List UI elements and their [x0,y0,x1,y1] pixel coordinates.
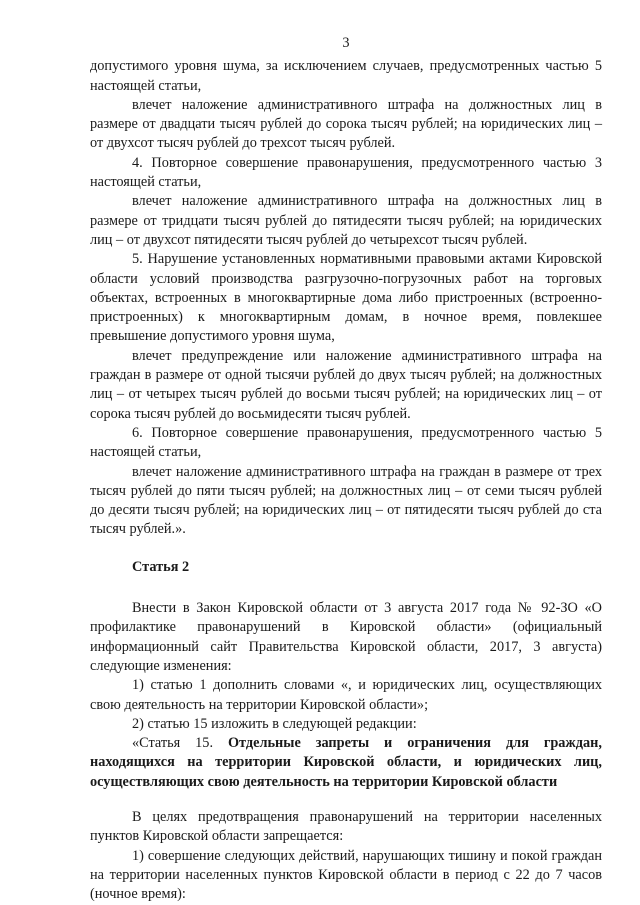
article-15-title [90,734,602,792]
paragraph: Внести в Закон Кировской области от 3 августа 2017 года № 92-ЗО «О профилактике правонарушений в Кировской области» (официальный информационный сайт Правительства Кировской области, 2017, 3 августа) следующие изменения: [90,600,602,674]
paragraph: допустимого уровня шума, за исключением случаев, предусмотренных частью 5 настоящей статьи, [90,58,602,94]
paragraph: 5. Нарушение установленных нормативными правовыми актами Кировской области условий производства разгрузочно-погрузочных работ на торговых объектах, встроенных в многоквартирные дома либо пристроенных (встроенно-пристроенных) к многоквартирным домам, в ночное время, повлекшее превышение допустимого уровня шума, [90,251,602,345]
page-number: 3 [342,35,350,51]
paragraph: 2) статью 15 изложить в следующей редакции: [132,715,417,732]
spacer [90,792,602,808]
bottom-section [90,808,602,904]
paragraph: 1) статью 1 дополнить словами «, и юридических лиц, осуществляющих свою деятельность на территории Кировской области»; [90,677,602,713]
paragraph: влечет наложение административного штрафа на должностных лиц в размере от двадцати тысяч рублей до сорока тысяч рублей; на юридических лиц – от двухсот тысяч рублей до трехсот тысяч рублей. [90,96,602,152]
paragraph: влечет предупреждение или наложение административного штрафа на граждан в размере от одной тысячи рублей до двух тысяч рублей; на должностных лиц – от четырех тысяч рублей до восьми тысяч рублей; на юридических лиц – от сорока тысяч рублей до восьмидесяти тысяч рублей. [90,347,602,422]
middle-section [90,599,602,792]
paragraph: влечет наложение административного штрафа на должностных лиц в размере от тридцати тысяч рублей до пятидесяти тысяч рублей; на юридических лиц – от двухсот пятидесяти тысяч рублей до четырехсот тысяч рублей. [90,193,602,248]
top-section [90,57,602,539]
article-15-title-text: Отдельные запреты и ограничения для граждан, находящихся на территории Кировской области, и юридических лиц, осуществляющих свою деятельность на территории Кировской области [90,735,602,790]
paragraph: влечет наложение административного штрафа на граждан в размере от трех тысяч рублей до пяти тысяч рублей; на должностных лиц – от семи тысяч рублей до десяти тысяч рублей; на юридических лиц – от пятидесяти тысяч рублей до ста тысяч рублей.». [90,463,602,538]
paragraph: 1) совершение следующих действий, нарушающих тишину и покой граждан на территории населенных пунктов Кировской области в период с 22 до 7 часов (ночное время): [90,847,602,903]
paragraph: 4. Повторное совершение правонарушения, предусмотренного частью 3 настоящей статьи, [90,154,602,191]
paragraph: В целях предотвращения правонарушений на территории населенных пунктов Кировской области запрещается: [90,808,602,845]
paragraph: 6. Повторное совершение правонарушения, предусмотренного частью 5 настоящей статьи, [90,424,602,461]
article-15-prefix: «Статья 15. [132,735,228,752]
article-heading: Статья 2 [132,558,190,575]
